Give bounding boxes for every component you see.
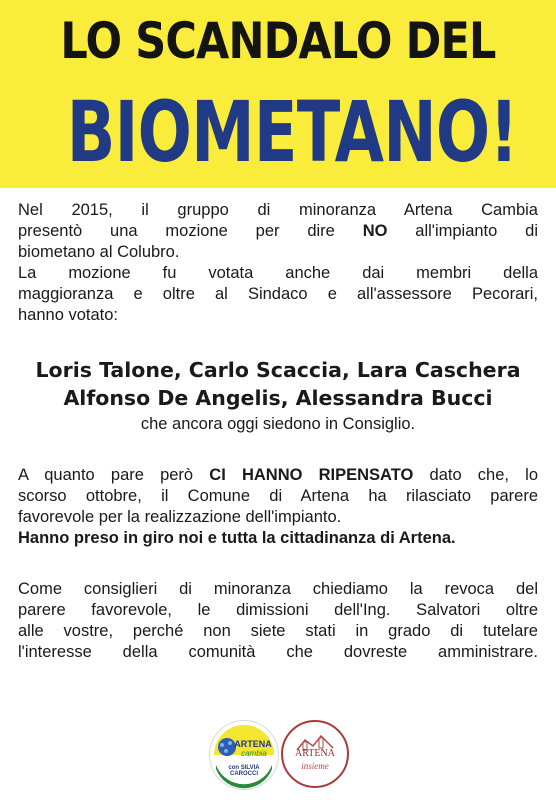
paragraph-demands bbox=[18, 579, 538, 663]
emphasis-statement: Hanno preso in giro noi e tutta la cittadinanza di Artena. bbox=[18, 529, 456, 547]
text-line bbox=[18, 465, 538, 486]
paragraph-motion bbox=[18, 200, 538, 326]
text-line: Nel 2015, il gruppo di minoranza Artena Cambia bbox=[18, 201, 538, 219]
text-line: alle vostre, perché non siete stati in grado di tutelare bbox=[18, 622, 538, 640]
logo-subtitle: cambia bbox=[241, 749, 267, 758]
artena-insieme-logo bbox=[281, 720, 349, 788]
headline-line-2: BIOMETANO! bbox=[66, 83, 518, 181]
text-line: parere favorevole, le dimissioni dell'Ing. Salvatori oltre bbox=[18, 601, 538, 619]
text-line: biometano al Colubro. bbox=[18, 243, 180, 261]
header-banner bbox=[0, 0, 556, 188]
emphasis-rethink: CI HANNO RIPENSATO bbox=[209, 466, 414, 484]
artena-cambia-logo bbox=[209, 720, 279, 790]
text-line bbox=[18, 221, 538, 242]
council-members-names bbox=[18, 356, 538, 412]
text-line: La mozione fu votata anche dai membri della bbox=[18, 264, 538, 282]
text-span: dato che, lo bbox=[413, 466, 539, 484]
names-subtitle: che ancora oggi siedono in Consiglio. bbox=[140, 415, 416, 433]
text-span: all'impianto di bbox=[387, 222, 538, 240]
logo-title: ARTENA bbox=[295, 748, 335, 759]
text-line bbox=[18, 528, 538, 549]
text-line: scorso ottobre, il Comune di Artena ha rilasciato parere bbox=[18, 487, 538, 505]
flyer-body bbox=[18, 200, 538, 663]
text-line: favorevole per la realizzazione dell'impianto. bbox=[18, 508, 342, 526]
text-line: l'interesse della comunità che dovreste amministrare. bbox=[18, 643, 538, 661]
paragraph-rethink bbox=[18, 465, 538, 549]
text-span: A quanto pare però bbox=[18, 466, 210, 484]
text-span: presentò una mozione per dire bbox=[18, 222, 363, 240]
logo-subtitle: insieme bbox=[301, 761, 329, 771]
headline-line-1: LO SCANDALO DEL bbox=[60, 12, 496, 70]
names-line-1: Loris Talone, Carlo Scaccia, Lara Caschera bbox=[35, 358, 521, 382]
text-line: Come consiglieri di minoranza chiediamo la revoca del bbox=[18, 580, 538, 598]
names-line-2: Alfonso De Angelis, Alessandra Bucci bbox=[63, 386, 493, 410]
text-line: hanno votato: bbox=[18, 306, 118, 324]
party-logos bbox=[205, 720, 355, 790]
text-line: maggioranza e oltre al Sindaco e all'assessore Pecorari, bbox=[18, 285, 538, 303]
logo-title: ARTENA bbox=[234, 739, 272, 749]
logo-person: con SILVIA CAROCCI bbox=[228, 765, 260, 777]
emphasis-no: NO bbox=[362, 222, 388, 240]
